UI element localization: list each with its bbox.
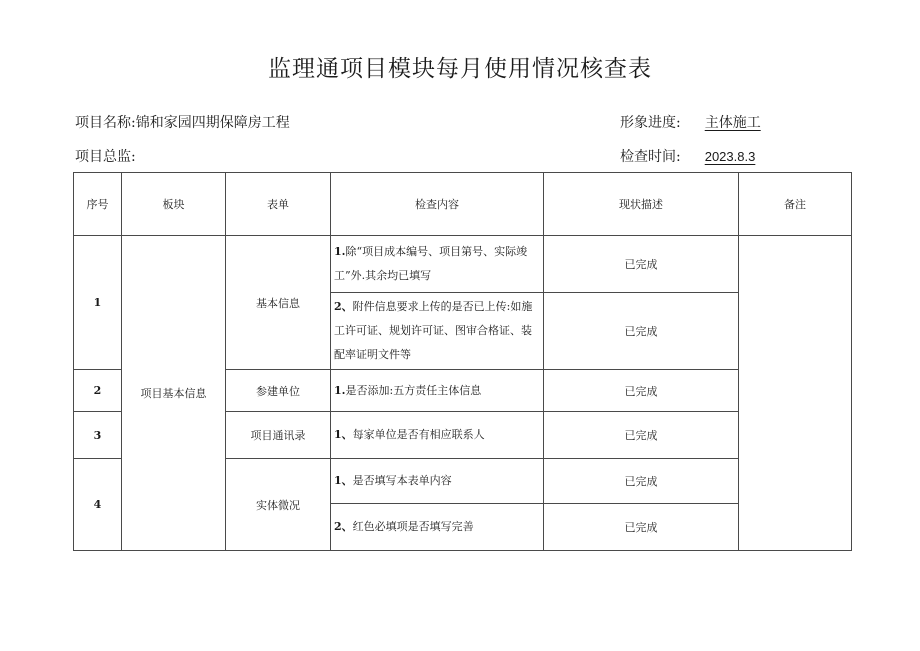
status-cell: 已完成: [544, 412, 739, 459]
check-content-cell: [331, 504, 544, 551]
item-text: 是否填写本表单内容: [352, 474, 452, 487]
item-text: 是否添加:五方责任主体信息: [345, 383, 482, 397]
check-content-cell: [331, 370, 544, 412]
item-text: 附件信息要求上传的是否已上传:如施工许可证、规划许可证、图审合格证、装配率证明文件等: [334, 300, 533, 361]
check-time-value: 2023.8.3: [704, 149, 756, 164]
item-text: 红色必填项是否填写完善: [352, 520, 474, 533]
check-content-cell: [331, 459, 544, 504]
project-name-field: [75, 112, 290, 132]
director-field: [75, 146, 136, 166]
header-content: 检查内容: [331, 173, 544, 236]
item-number: 2、: [334, 300, 353, 313]
project-name-label: 项目名称:: [75, 115, 136, 131]
status-cell: 已完成: [544, 459, 739, 504]
form-cell: 参建单位: [226, 370, 331, 412]
inspection-table: [73, 172, 852, 551]
status-cell: 已完成: [544, 236, 739, 293]
remark-cell: [739, 236, 852, 551]
row-number: 1: [74, 236, 122, 370]
item-number: 1.: [334, 245, 346, 258]
check-time-field: [620, 146, 755, 166]
header-no: 序号: [74, 173, 122, 236]
form-cell: 实体微况: [226, 459, 331, 551]
check-content-cell: [331, 293, 544, 370]
item-number: 2、: [334, 520, 353, 533]
check-content-cell: [331, 412, 544, 459]
table-header-row: [74, 173, 852, 236]
check-content-cell: [331, 236, 544, 293]
row-number: 3: [74, 412, 122, 459]
item-number: 1、: [334, 428, 353, 441]
status-cell: 已完成: [544, 370, 739, 412]
page-title: 监理通项目模块每月使用情况核查表: [268, 56, 652, 82]
row-number: 4: [74, 459, 122, 551]
header-form: 表单: [226, 173, 331, 236]
header-module: 板块: [122, 173, 226, 236]
item-number: 1、: [334, 474, 353, 487]
status-cell: 已完成: [544, 504, 739, 551]
progress-label: 形象进度:: [620, 115, 681, 131]
form-cell: 基本信息: [226, 236, 331, 370]
item-text: 每家单位是否有相应联系人: [352, 428, 485, 441]
module-cell: 项目基本信息: [122, 236, 226, 551]
header-status: 现状描述: [544, 173, 739, 236]
item-text: 除“项目成本编号、项目第号、实际竣工”外.其余均已填写: [334, 245, 528, 282]
item-number: 1.: [334, 383, 346, 397]
director-label: 项目总监:: [75, 149, 136, 165]
table-row: [74, 236, 852, 293]
row-number: 2: [74, 370, 122, 412]
progress-field: [620, 112, 761, 132]
header-remark: 备注: [739, 173, 852, 236]
project-name-value: 锦和家园四期保障房工程: [135, 115, 290, 131]
form-cell: 项目通讯录: [226, 412, 331, 459]
check-time-label: 检查时间:: [620, 149, 681, 165]
status-cell: 已完成: [544, 293, 739, 370]
progress-value: 主体施工: [704, 115, 761, 131]
